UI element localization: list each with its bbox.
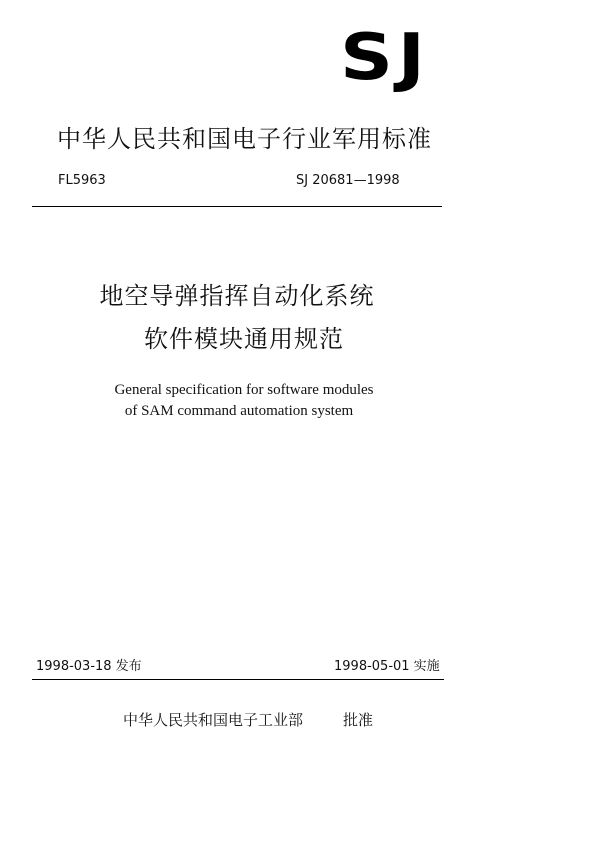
standard-number: SJ 20681—1998 [296, 173, 400, 188]
document-title-line-2: 软件模块通用规范 [144, 325, 344, 353]
header-divider [32, 206, 442, 207]
issue-date: 1998-03-18 发布 [36, 659, 142, 674]
english-title-line-2: of SAM command automation system [124, 403, 354, 419]
footer-divider [32, 679, 444, 680]
issuing-authority: 中华人民共和国电子工业部 [123, 711, 304, 729]
implementation-date: 1998-05-01 实施 [334, 659, 440, 674]
english-title-line-1: General specification for software modules [114, 382, 374, 398]
standard-category-title: 中华人民共和国电子行业军用标准 [57, 125, 432, 153]
document-title-line-1: 地空导弹指挥自动化系统 [99, 282, 375, 310]
sj-logo: SJ [340, 21, 430, 95]
approval-label: 批准 [343, 711, 374, 729]
classification-code: FL5963 [58, 173, 106, 188]
